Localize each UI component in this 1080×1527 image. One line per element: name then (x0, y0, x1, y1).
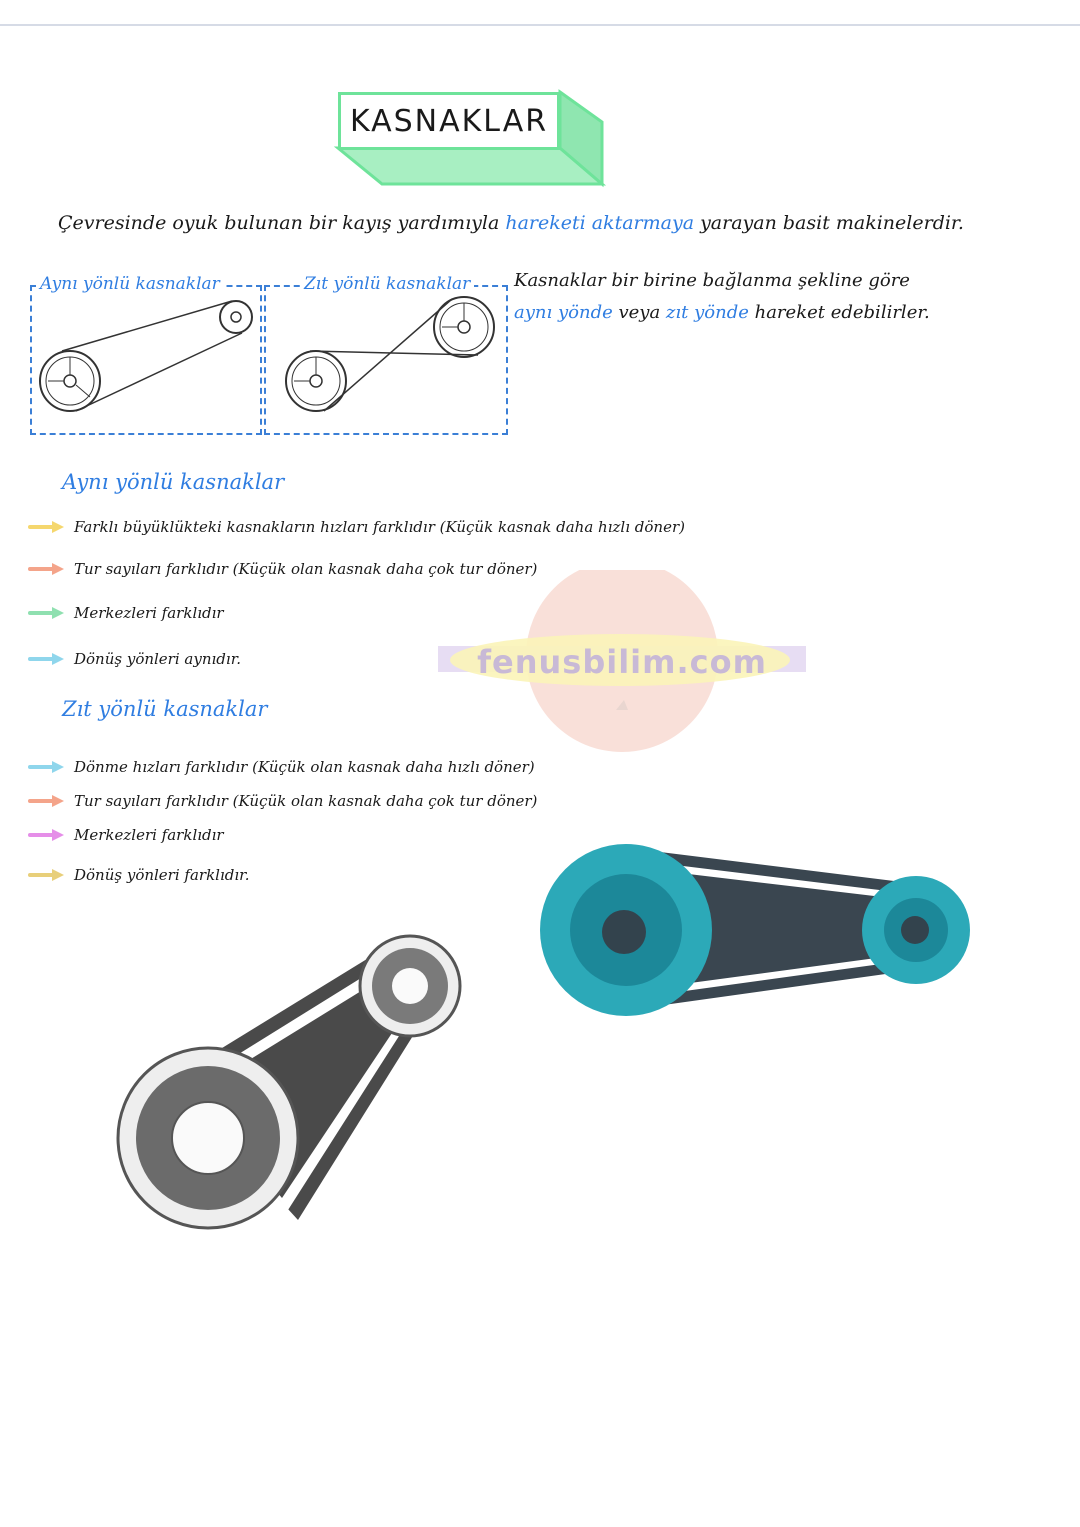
page-title: KASNAKLAR (338, 92, 560, 150)
same-item-1-text: Farklı büyüklükteki kasnakların hızları farklıdır (Küçük kasnak daha hızlı döner) (74, 518, 685, 536)
same-direction-heading: Aynı yönlü kasnaklar (62, 470, 285, 494)
opposite-direction-heading: Zıt yönlü kasnaklar (62, 697, 268, 721)
same-item-3 (28, 604, 224, 622)
description-mid: veya (612, 302, 666, 323)
grey-belt-pulley-illustration (110, 930, 480, 1280)
teal-belt-pulley-illustration (530, 840, 980, 1020)
arrow-icon (28, 795, 64, 807)
top-divider (0, 24, 1080, 26)
arrow-icon (28, 869, 64, 881)
arrow-icon (28, 761, 64, 773)
opposite-direction-pulley-sketch (266, 287, 506, 433)
arrow-icon (28, 521, 64, 533)
same-item-1 (28, 518, 685, 536)
opposite-item-2 (28, 792, 537, 810)
opposite-direction-box-label: Zıt yönlü kasnaklar (300, 274, 474, 294)
description-highlight-opposite: zıt yönde (665, 302, 749, 323)
description-line2 (514, 302, 930, 323)
same-item-4-text: Dönüş yönleri aynıdır. (74, 650, 241, 668)
opposite-item-1-text: Dönme hızları farklıdır (Küçük olan kasnak daha hızlı döner) (74, 758, 535, 776)
intro-text (58, 212, 964, 234)
intro-highlight: hareketi aktarmaya (505, 212, 695, 234)
watermark-text: fenusbilim.com (477, 643, 767, 681)
same-item-3-text: Merkezleri farklıdır (74, 604, 224, 622)
arrow-icon (28, 607, 64, 619)
same-direction-box-label: Aynı yönlü kasnaklar (36, 274, 224, 294)
opposite-item-3-text: Merkezleri farklıdır (74, 826, 224, 844)
description-line1: Kasnaklar bir birine bağlanma şekline göre (514, 270, 910, 291)
arrow-icon (28, 829, 64, 841)
opposite-item-4-text: Dönüş yönleri farklıdır. (74, 866, 250, 884)
description-end: hareket edebilirler. (748, 302, 930, 323)
intro-part1: Çevresinde oyuk bulunan bir kayış yardımıyla (58, 212, 506, 234)
arrow-icon (28, 653, 64, 665)
description-highlight-same: aynı yönde (514, 302, 613, 323)
arrow-icon (28, 563, 64, 575)
opposite-item-2-text: Tur sayıları farklıdır (Küçük olan kasnak daha çok tur döner) (74, 792, 538, 810)
same-direction-pulley-sketch (32, 287, 260, 433)
opposite-item-4 (28, 866, 249, 884)
opposite-item-3 (28, 826, 224, 844)
opposite-item-1 (28, 758, 535, 776)
same-item-4 (28, 650, 241, 668)
same-direction-diagram-box (30, 285, 262, 435)
opposite-direction-diagram-box (264, 285, 508, 435)
same-item-2-text: Tur sayıları farklıdır (Küçük olan kasnak daha çok tur döner) (74, 560, 538, 578)
intro-part2: yarayan basit makinelerdir. (694, 212, 964, 234)
